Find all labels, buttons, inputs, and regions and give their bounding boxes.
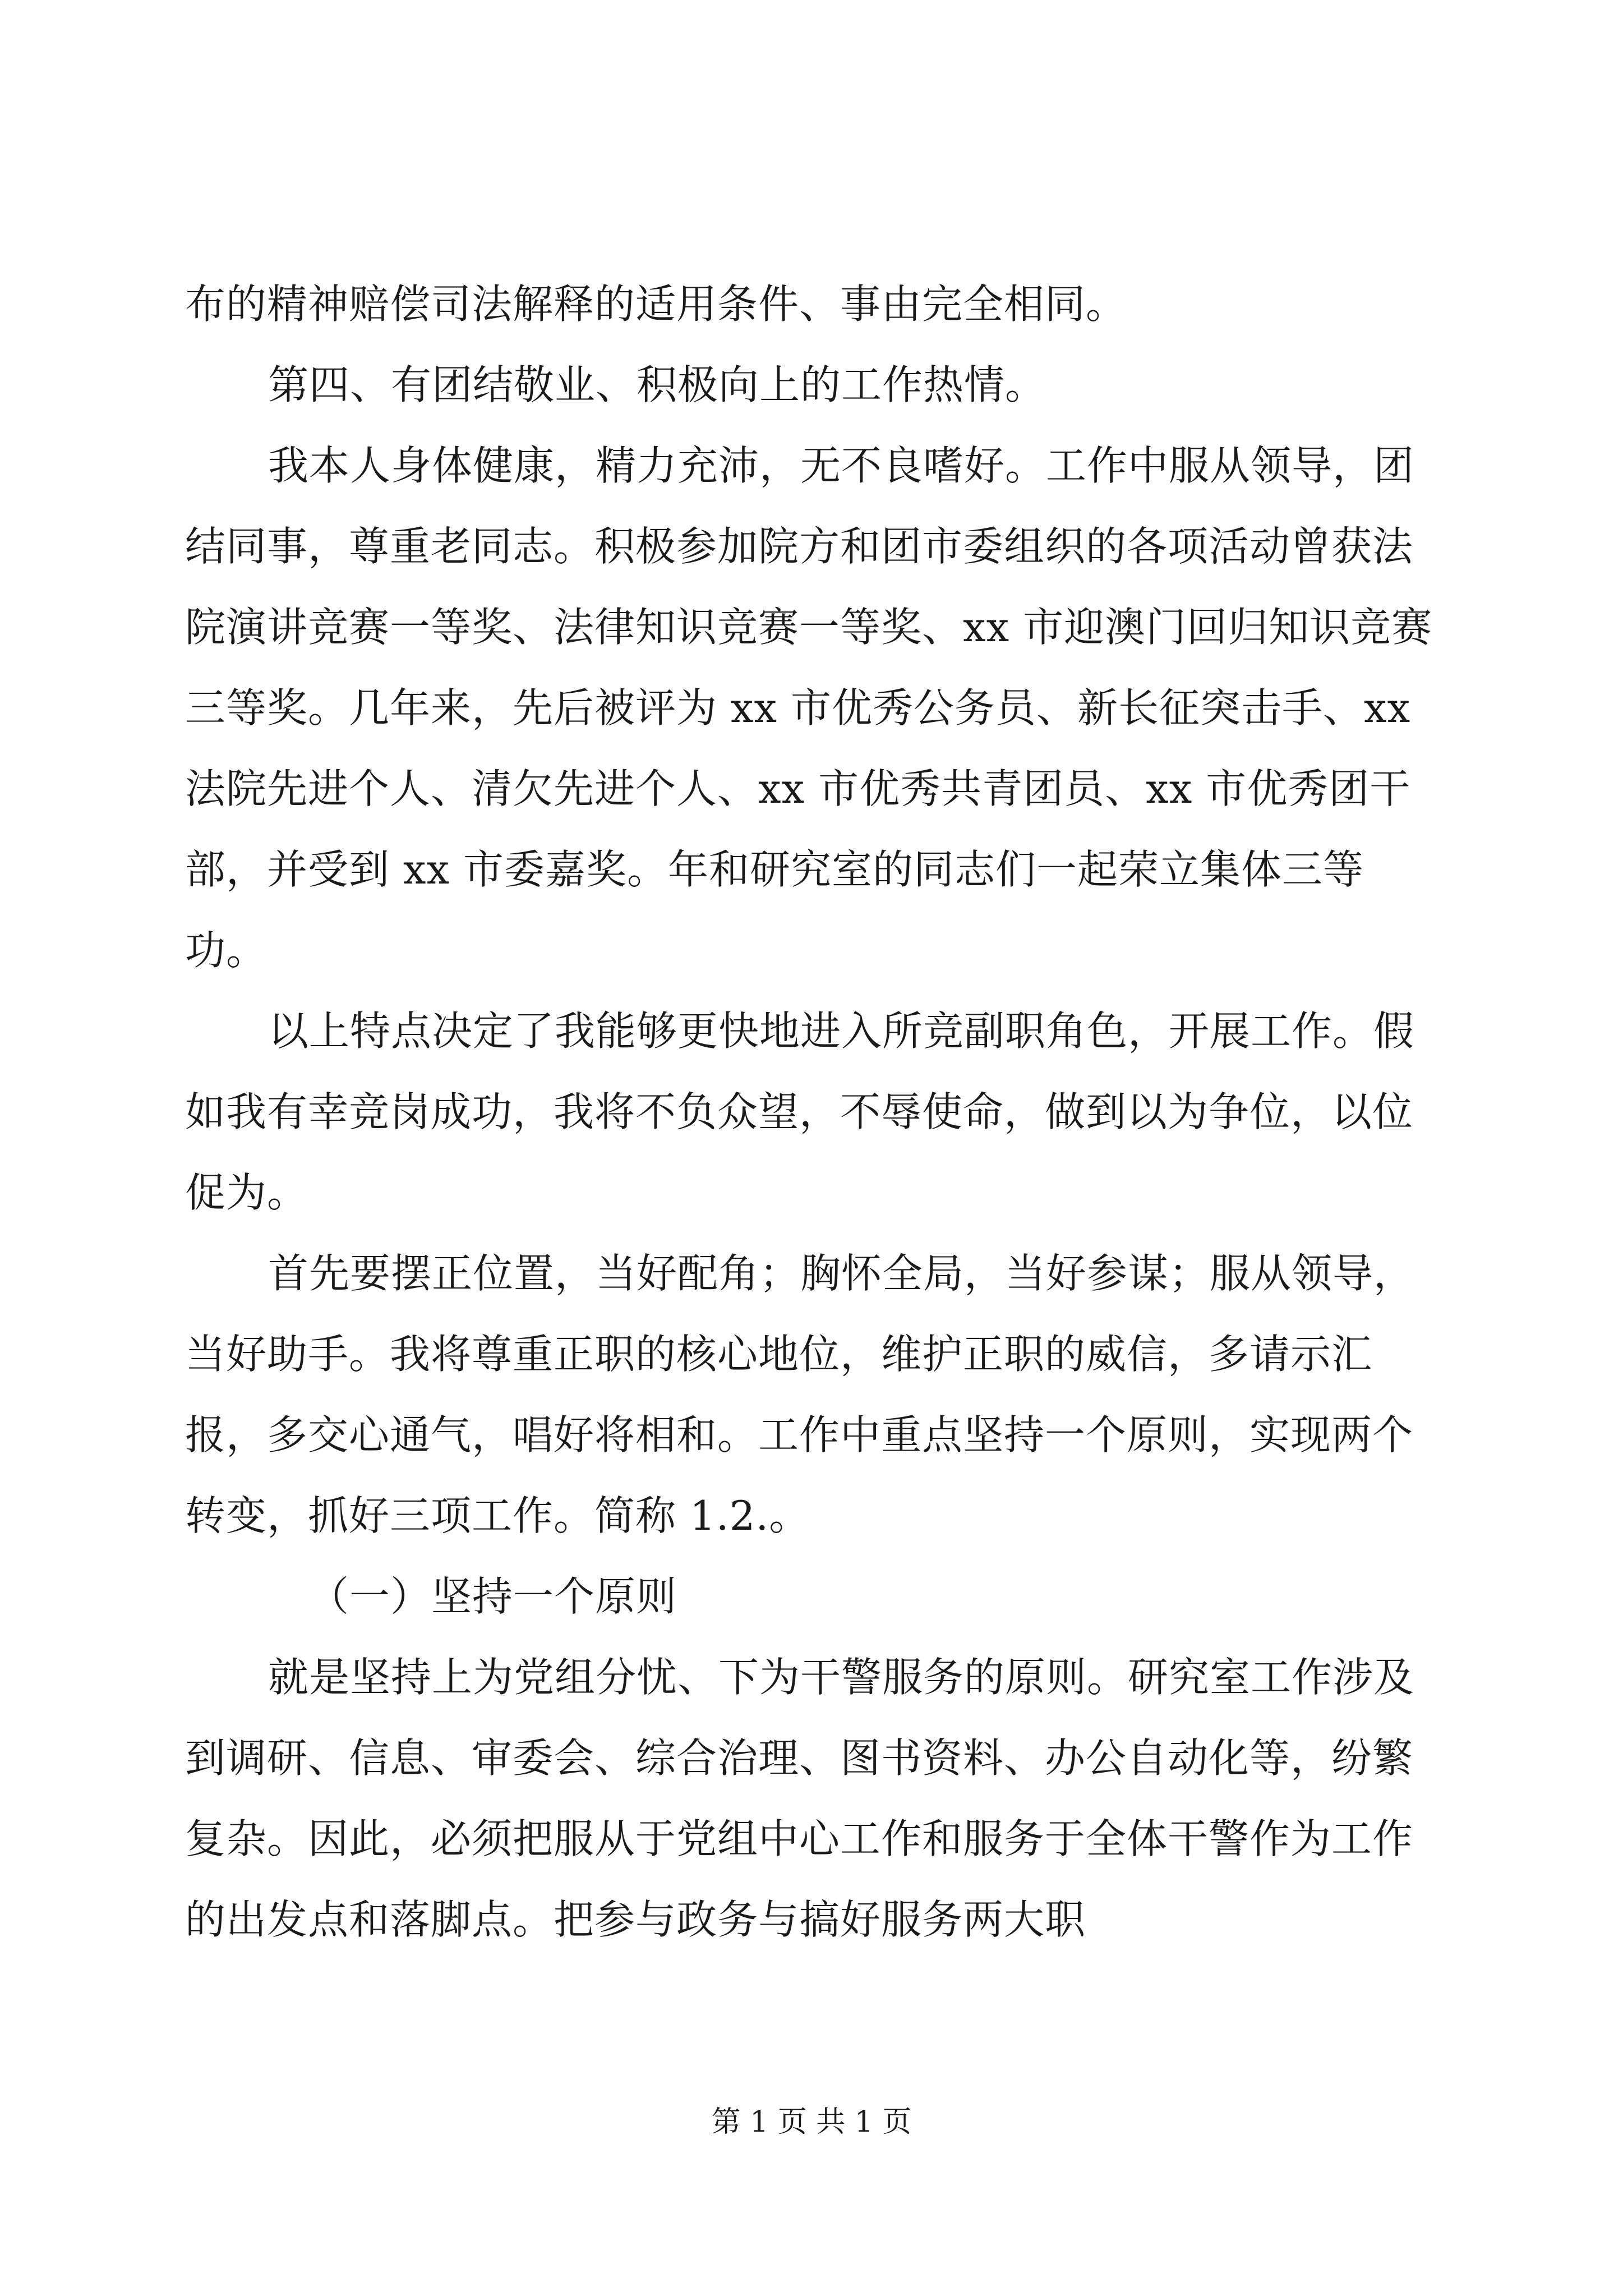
paragraph-summary: 以上特点决定了我能够更快地进入所竞副职角色，开展工作。假如我有幸竞岗成功，我将不负众望，不辱使命，做到以为争位，以位促为。 bbox=[185, 1007, 1415, 1216]
paragraph-position: 首先要摆正位置，当好配角；胸怀全局，当好参谋；服从领导，当好助手。我将尊重正职的核心地位，维护正职的威信，多请示汇报，多交心通气，唱好将相和。工作中重点坚持一个原则，实现两个转变，抓好三项工作。简称 1.2.。 bbox=[185, 1250, 1415, 1539]
page-footer: 第 1 页 共 1 页 bbox=[711, 2105, 912, 2139]
section-heading: （一）坚持一个原则 bbox=[308, 1573, 677, 1620]
paragraph-fourth-point: 第四、有团结敬业、积极向上的工作热情。 bbox=[268, 361, 1046, 408]
paragraph-principle: 就是坚持上为党组分忧、下为干警服务的原则。研究室工作涉及到调研、信息、审委会、综合治理、图书资料、办公自动化等，纷繁复杂。因此，必须把服从于党组中心工作和服务于全体干警作为工作的出发点和落脚点。把参与政务与搞好服务两大职 bbox=[185, 1654, 1415, 1943]
document-body bbox=[185, 264, 1436, 1960]
paragraph-continuation: 布的精神赔偿司法解释的适用条件、事由完全相同。 bbox=[185, 280, 1127, 328]
paragraph-personal-record: 我本人身体健康，精力充沛，无不良嗜好。工作中服从领导，团结同事，尊重老同志。积极参加院方和团市委组织的各项活动曾获法院演讲竞赛一等奖、法律知识竞赛一等奖、xx 市迎澳门回归知识竞赛三等奖。几年来，先后被评为 xx 市优秀公务员、新长征突击手、xx 法院先进个人、清欠先进个人、xx 市优秀共青团员、xx 市优秀团干部，并受到 xx 市委嘉奖。年和研究室的同志们一起荣立集体三等功。 bbox=[185, 442, 1433, 974]
